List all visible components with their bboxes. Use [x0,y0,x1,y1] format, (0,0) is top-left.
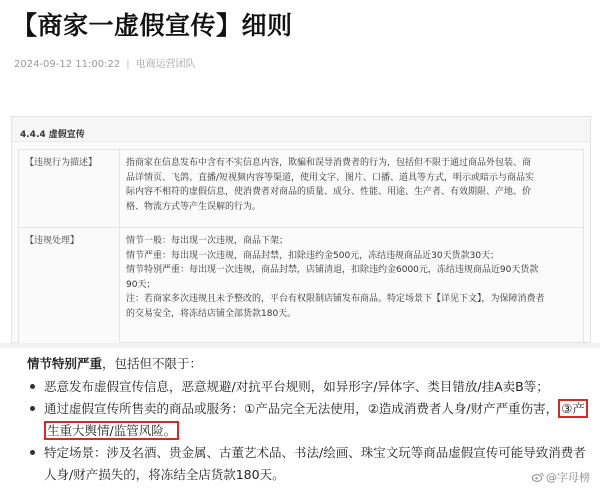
row-value [120,228,584,348]
rule-table [18,149,584,348]
bullet-dot-icon [30,450,35,455]
highlighted-text-a: ③产 [558,399,588,418]
bullet-item [30,442,585,486]
weibo-icon [532,472,544,482]
bullet-text: 特定场景：涉及名酒、贵金属、古董艺术品、书法/绘画、珠宝文玩等商品虚假宣传可能导致消费者 [44,445,586,460]
meta-separator: | [126,59,130,70]
watermark [532,469,590,485]
text-line: 情节严重：每出现一次违规，商品封禁，扣除违约金500元，冻结违规商品近30天货款30天； [126,250,500,261]
publish-date: 2024-09-12 11:00:22 [14,59,121,70]
bullet-text [30,398,585,420]
bullet-text-line2 [30,420,585,442]
section-heading: 4.4.4 虚假宣传 [20,130,85,140]
lower-content [0,348,600,489]
row-value [120,150,584,228]
text-line: 格、物流方式等产生误解的行为。 [126,201,262,212]
serious-heading-rest: ，包括但不限于： [102,356,203,371]
card-header-bar [12,117,590,142]
text-line: 品详情页、飞鸽、直播/短视频内容等渠道，使用文字、图片、口播、道具等方式，明示或暗示与商品实 [126,172,535,183]
author-name: 电商运营团队 [135,59,196,70]
bullet-text-line2: 人身/财产损失的，将冻结全店货款180天。 [44,467,285,482]
text-line: 际内容不相符的虚假信息，使消费者对商品的质量、成分、性能、用途、生产者、有效期限、产地、价 [126,187,532,197]
table-row [19,228,584,348]
row-key: 【违规处理】 [19,228,120,348]
bullet-dot-icon [30,406,35,411]
article-title: 【商家一虚假宣传】细则 [12,11,293,40]
text-line: 注：若商家多次违规且未予整改的，平台有权限制店铺发布商品。特定场景下【详见下文】，为保障消费者 [126,294,545,304]
text-line: 指商家在信息发布中含有不实信息内容，欺骗和误导消费者的行为，包括但不限于通过商品外包装、商 [126,158,532,168]
bullet-item [30,398,585,442]
text-line: 90天； [126,279,156,290]
bullet-text: 恶意发布虚假宣传信息，恶意规避/对抗平台规则，如异形字/异体字、类目错放/挂A卖B等； [44,379,549,394]
bullet-text-part: 通过虚假宣传所售卖的商品或服务：①产品完全无法使用，②造成消费者人身/财产严重伤害， [44,401,559,416]
bullet-dot-icon [30,384,35,389]
screenshot-card [11,116,591,343]
text-line: 的交易安全，将冻结店铺全部货款180天。 [126,308,297,319]
serious-heading-bold: 情节特别严重 [27,356,103,371]
table-row [19,150,584,228]
watermark-text: @字母榜 [546,471,590,484]
bullet-item [30,376,585,398]
serious-heading [27,354,202,372]
article-meta [14,55,196,70]
highlighted-text-b: 生重大舆情/监管风险。 [44,421,179,440]
row-key: 【违规行为描述】 [19,150,120,228]
text-line: 情节特别严重：每出现一次违规，商品封禁，店铺清退，扣除违约金6000元，冻结违规商品近90天货款 [126,265,539,275]
text-line: 情节一般：每出现一次违规，商品下架； [126,236,289,246]
